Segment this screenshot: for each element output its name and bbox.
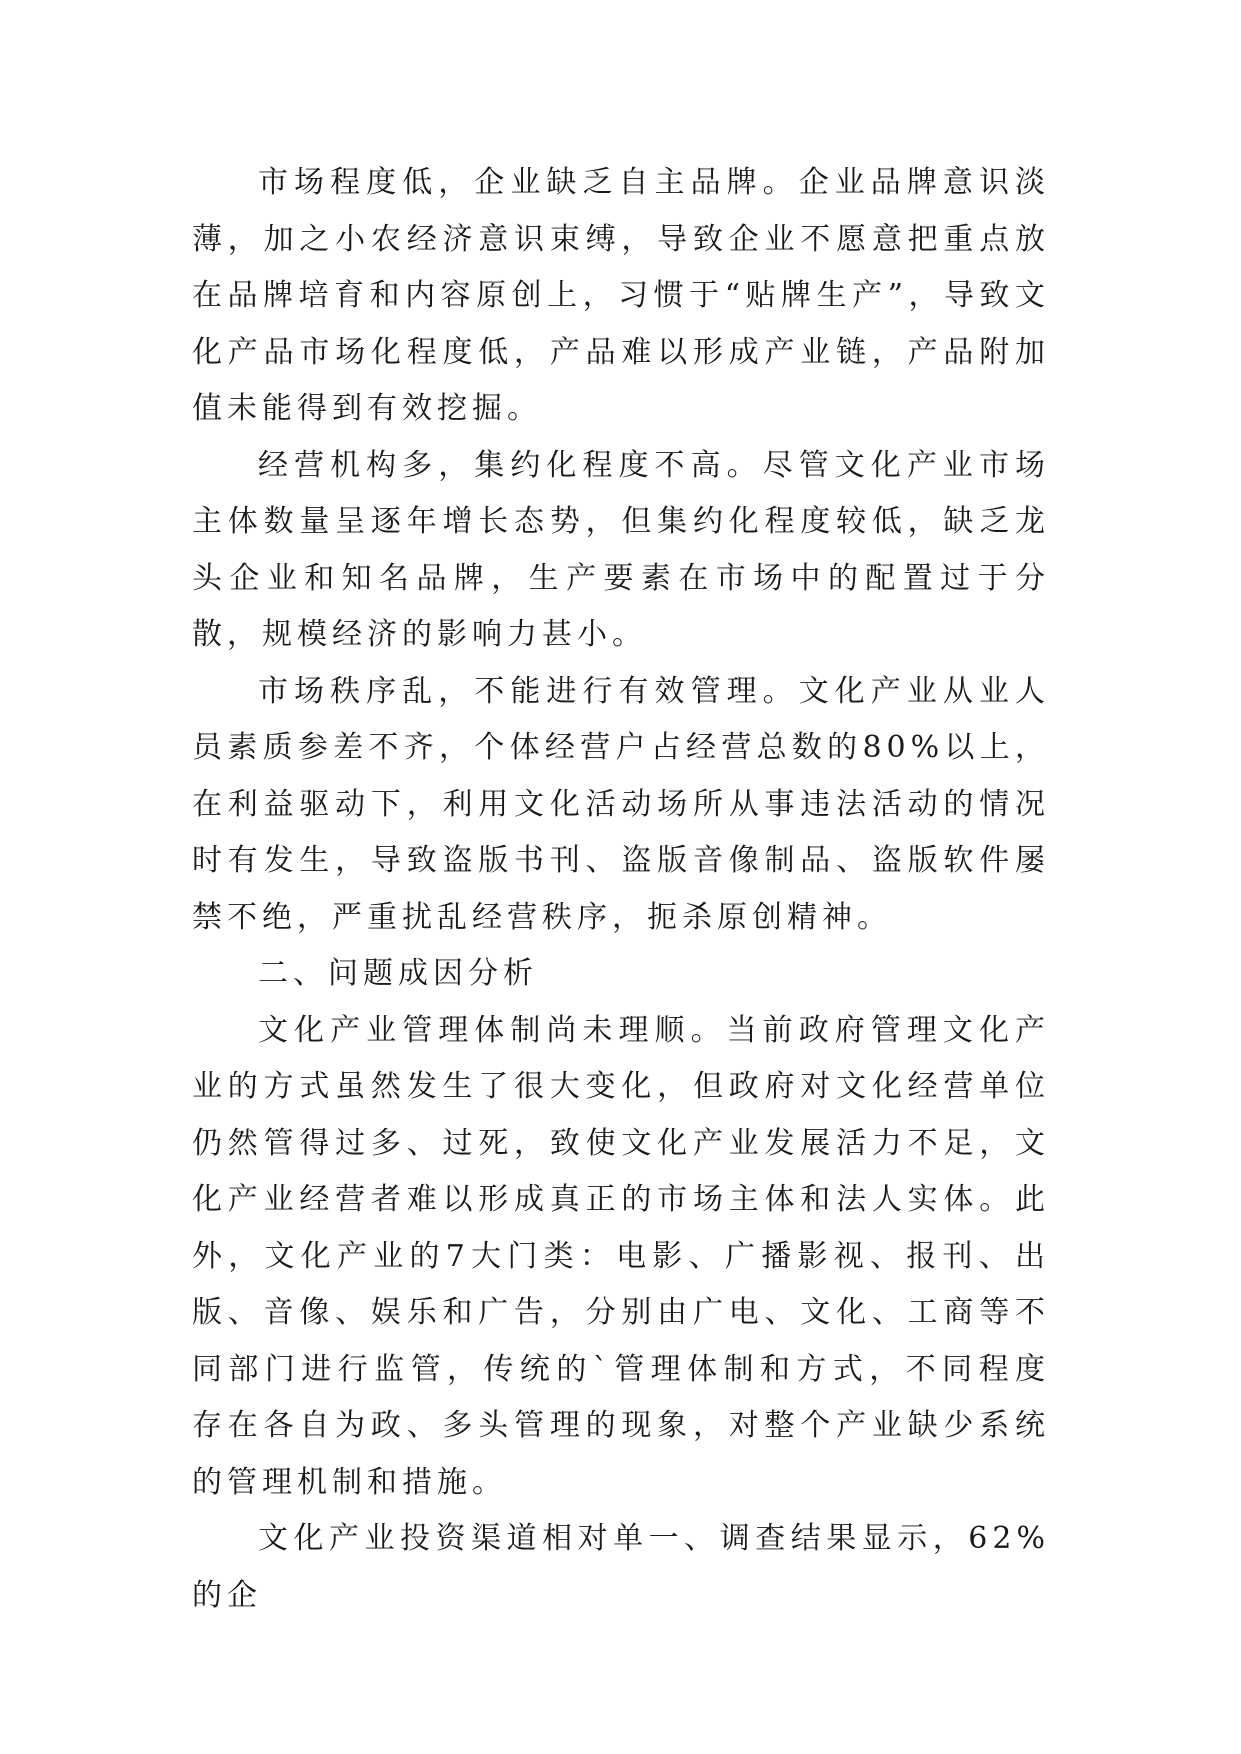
paragraph-market-branding: 市场程度低，企业缺乏自主品牌。企业品牌意识淡薄，加之小农经济意识束缚，导致企业不愿意把重点放在品牌培育和内容原创上，习惯于“贴牌生产”，导致文化产品市场化程度低，产品难以形成产业链，产品附加值未能得到有效挖掘。: [192, 165, 1050, 426]
paragraph-intensification: 经营机构多，集约化程度不高。尽管文化产业市场主体数量呈逐年增长态势，但集约化程度较低，缺乏龙头企业和知名品牌，生产要素在市场中的配置过于分散，规模经济的影响力甚小。: [192, 447, 1050, 652]
paragraph-management-system: 文化产业管理体制尚未理顺。当前政府管理文化产业的方式虽然发生了很大变化，但政府对文化经营单位仍然管得过多、过死，致使文化产业发展活力不足，文化产业经营者难以形成真正的市场主体和法人实体。此外，文化产业的7大门类：电影、广播影视、报刊、出版、音像、娱乐和广告，分别由广电、文化、工商等不同部门进行监管，传统的`管理体制和方式，不同程度存在各自为政、多头管理的现象，对整个产业缺少系统的管理机制和措施。: [192, 1012, 1050, 1500]
document-page: [192, 155, 1050, 1624]
paragraph-market-order: 市场秩序乱，不能进行有效管理。文化产业从业人员素质参差不齐，个体经营户占经营总数的80%以上，在利益驱动下，利用文化活动场所从事违法活动的情况时有发生，导致盗版书刊、盗版音像制品、盗版软件屡禁不绝，严重扰乱经营秩序，扼杀原创精神。: [192, 673, 1050, 935]
section-heading: 二、问题成因分析: [258, 956, 538, 991]
paragraph-investment-channels: 文化产业投资渠道相对单一、调查结果显示，62%的企: [192, 1521, 1050, 1613]
